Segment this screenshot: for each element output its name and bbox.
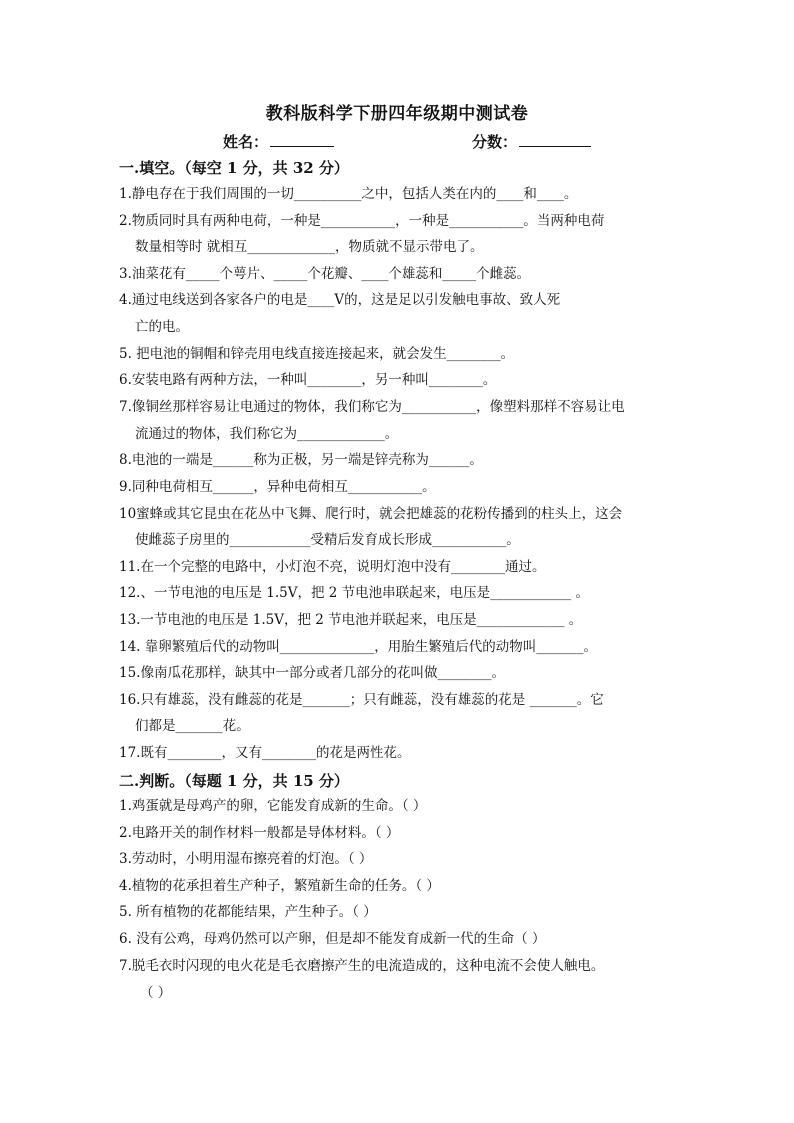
- question-line: 3.油菜花有_____个萼片、_____个花瓣、____个雄蕊和_____个雌蕊。: [119, 266, 531, 282]
- question-line: 4.通过电线送到各家各户的电是____V的，这是足以引发触电事故、致人死: [119, 292, 561, 308]
- page-title: 教科版科学下册四年级期中测试卷: [265, 104, 529, 124]
- question-line: 7.像铜丝那样容易让电通过的物体，我们称它为___________，像塑料那样不容易让电: [119, 399, 625, 415]
- section-fill-in-heading: 一.填空。（每空 1 分，共 32 分）: [119, 159, 349, 177]
- question-line: 11.在一个完整的电路中，小灯泡不亮，说明灯泡中没有________通过。: [119, 559, 546, 575]
- question-line: 12.、一节电池的电压是 1.5V，把 2 节电池串联起来，电压是____________ 。: [119, 585, 589, 601]
- score-label: 分数：: [472, 133, 518, 151]
- name-blank[interactable]: [270, 132, 334, 147]
- question-line: 2.物质同时具有两种电荷，一种是___________，一种是___________。当两种电荷: [119, 213, 605, 229]
- question-line: 13.一节电池的电压是 1.5V，把 2 节电池并联起来，电压是_____________ 。: [119, 612, 583, 628]
- question-line: 们都是_______花。: [135, 718, 250, 734]
- question-line: 8.电池的一端是______称为正极，另一端是锌壳称为______。: [119, 452, 483, 468]
- judgement-line: 7.脱毛衣时闪现的电火花是毛衣磨擦产生的电流造成的，这种电流不会使人触电。: [119, 958, 605, 974]
- question-line: 使雌蕊子房里的____________受精后发育成长形成___________。: [135, 532, 520, 548]
- judgement-line: 4.植物的花承担着生产种子，繁殖新生命的任务。（ ）: [119, 878, 440, 894]
- question-line: 1.静电存在于我们周围的一切__________之中，包括人类在内的____和____。: [119, 186, 578, 202]
- judgement-line: 3.劳动时，小明用湿布擦亮着的灯泡。（ ）: [119, 851, 373, 867]
- question-line: 5. 把电池的铜帽和锌壳用电线直接连接起来，就会发生________。: [119, 346, 515, 362]
- question-line: 10蜜蜂或其它昆虫在花丛中飞舞、爬行时，就会把雄蕊的花粉传播到的柱头上，这会: [119, 506, 623, 522]
- judgement-line: 5. 所有植物的花都能结果，产生种子。（ ）: [119, 904, 377, 920]
- question-line: 流通过的物体，我们称它为_____________。: [135, 426, 399, 442]
- question-line: 6.安装电路有两种方法，一种叫________，另一种叫________。: [119, 372, 497, 388]
- question-line: 亡的电。: [135, 319, 189, 335]
- question-line: 16.只有雄蕊，没有雌蕊的花是_______；只有雌蕊，没有雄蕊的花是 _______。它: [119, 692, 604, 708]
- judgement-line: 2.电路开关的制作材料一般都是导体材料。（ ）: [119, 825, 400, 841]
- score-blank[interactable]: [519, 132, 591, 147]
- judgement-line: （ ）: [140, 985, 172, 1001]
- question-line: 9.同种电荷相互______，异种电荷相互___________。: [119, 479, 436, 495]
- question-line: 数量相等时 就相互_____________，物质就不显示带电了。: [135, 239, 484, 255]
- question-line: 15.像南瓜花那样，缺其中一部分或者几部分的花叫做________。: [119, 665, 505, 681]
- question-line: 17.既有________，又有________的花是两性花。: [119, 745, 411, 761]
- name-label: 姓名：: [223, 133, 269, 151]
- judgement-line: 1.鸡蛋就是母鸡产的卵，它能发育成新的生命。（ ）: [119, 798, 427, 814]
- name-field: [223, 131, 334, 152]
- judgement-line: 6. 没有公鸡，母鸡仍然可以产卵，但是却不能发育成新一代的生命（ ）: [119, 931, 546, 947]
- section-true-false-heading: 二.判断。（每题 1 分，共 15 分）: [119, 772, 349, 790]
- question-line: 14. 靠卵繁殖后代的动物叫______________，用胎生繁殖后代的动物叫_______。: [119, 639, 598, 655]
- score-field: [472, 131, 591, 152]
